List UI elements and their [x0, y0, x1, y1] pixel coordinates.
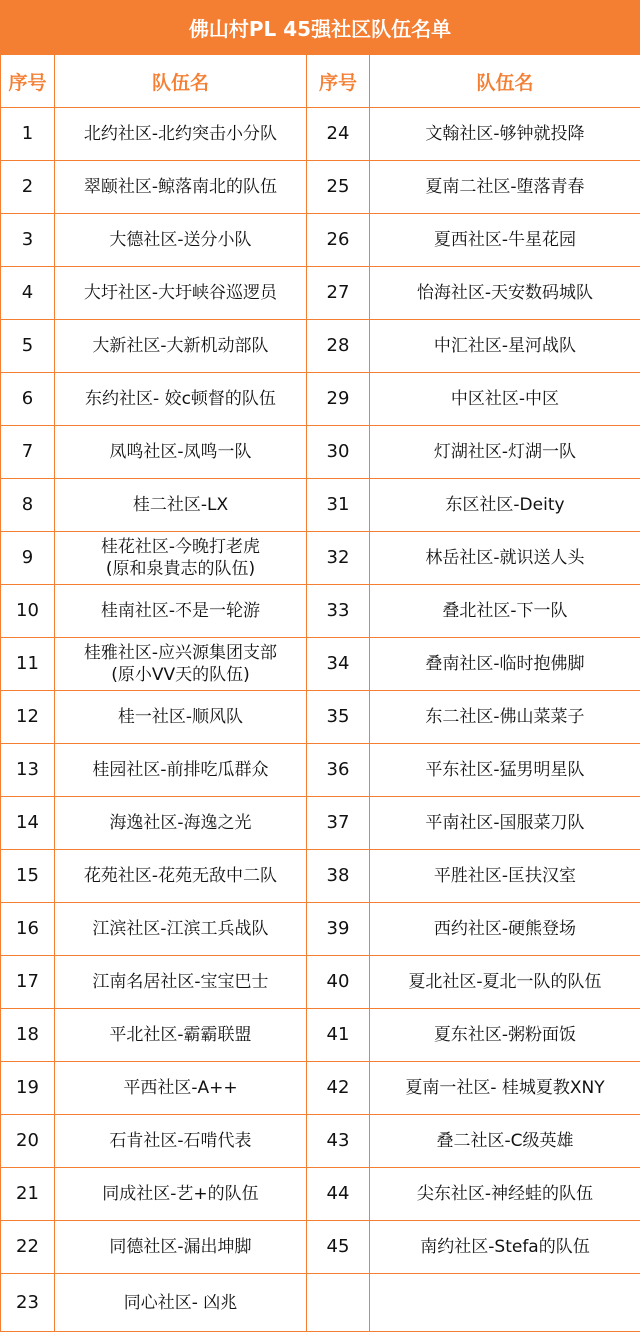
team-name-left	[55, 426, 307, 479]
header-number-left: 序号	[1, 55, 55, 108]
team-name-line: 文翰社区-够钟就投降	[372, 123, 638, 145]
table-row	[1, 850, 640, 903]
team-name-line: (原和泉貴志的队伍)	[57, 558, 304, 580]
team-name-line: 桂一社区-顺风队	[57, 706, 304, 728]
team-name-left	[55, 691, 307, 744]
team-name-left	[55, 267, 307, 320]
team-number-left: 10	[1, 585, 55, 638]
team-number-right: 43	[307, 1115, 370, 1168]
table-row	[1, 267, 640, 320]
team-name-line: 东二社区-佛山菜菜子	[372, 706, 638, 728]
team-name-right	[370, 1115, 640, 1168]
team-table	[0, 54, 640, 1332]
team-name-right	[370, 903, 640, 956]
team-name-left	[55, 956, 307, 1009]
table-row	[1, 638, 640, 691]
table-row	[1, 108, 640, 161]
team-name-line: 桂南社区-不是一轮游	[57, 600, 304, 622]
table-row	[1, 426, 640, 479]
team-name-line: 平北社区-霸霸联盟	[57, 1024, 304, 1046]
team-number-right: 45	[307, 1221, 370, 1274]
team-number-left: 2	[1, 161, 55, 214]
team-number-left: 3	[1, 214, 55, 267]
team-name-right	[370, 161, 640, 214]
table-row	[1, 691, 640, 744]
team-name-left	[55, 108, 307, 161]
team-name-line: 翠颐社区-鲸落南北的队伍	[57, 176, 304, 198]
table-row	[1, 797, 640, 850]
team-name-line: 平胜社区-匡扶汉室	[372, 865, 638, 887]
team-number-right	[307, 1274, 370, 1332]
team-name-right	[370, 638, 640, 691]
team-name-line: 凤鸣社区-凤鸣一队	[57, 441, 304, 463]
team-name-right	[370, 1274, 640, 1332]
team-name-right	[370, 1221, 640, 1274]
team-name-left	[55, 1062, 307, 1115]
team-name-right	[370, 479, 640, 532]
team-number-left: 16	[1, 903, 55, 956]
team-number-left: 5	[1, 320, 55, 373]
page-title: 佛山村PL 45强社区队伍名单	[0, 0, 640, 54]
team-name-line: 同心社区- 凶兆	[57, 1292, 304, 1314]
team-name-left	[55, 903, 307, 956]
team-number-left: 20	[1, 1115, 55, 1168]
team-name-left	[55, 161, 307, 214]
team-number-right: 41	[307, 1009, 370, 1062]
team-name-line: 同德社区-漏出坤脚	[57, 1236, 304, 1258]
team-name-left	[55, 373, 307, 426]
team-name-right	[370, 532, 640, 585]
team-name-left	[55, 797, 307, 850]
team-name-left	[55, 1168, 307, 1221]
table-row	[1, 956, 640, 1009]
team-name-line: 同成社区-艺+的队伍	[57, 1183, 304, 1205]
team-name-line: 大新社区-大新机动部队	[57, 335, 304, 357]
team-number-left: 22	[1, 1221, 55, 1274]
team-number-left: 7	[1, 426, 55, 479]
team-name-line: 花苑社区-花苑无敌中二队	[57, 865, 304, 887]
team-name-line: 桂园社区-前排吃瓜群众	[57, 759, 304, 781]
team-number-left: 21	[1, 1168, 55, 1221]
team-name-line: 夏南一社区- 桂城夏教XNY	[372, 1077, 638, 1099]
team-name-right	[370, 1168, 640, 1221]
team-name-right	[370, 214, 640, 267]
team-name-right	[370, 1009, 640, 1062]
table-row	[1, 585, 640, 638]
table-row	[1, 214, 640, 267]
team-name-line: (原小VV天的队伍)	[57, 664, 304, 686]
team-name-left	[55, 1009, 307, 1062]
table-row	[1, 903, 640, 956]
team-name-left	[55, 320, 307, 373]
team-name-right	[370, 267, 640, 320]
team-name-line: 中区社区-中区	[372, 388, 638, 410]
team-name-left	[55, 214, 307, 267]
team-name-line: 夏东社区-粥粉面饭	[372, 1024, 638, 1046]
team-name-right	[370, 956, 640, 1009]
team-name-right	[370, 373, 640, 426]
team-name-line: 夏西社区-牛星花园	[372, 229, 638, 251]
team-number-right: 34	[307, 638, 370, 691]
team-name-line: 南约社区-Stefa的队伍	[372, 1236, 638, 1258]
team-name-line: 中汇社区-星河战队	[372, 335, 638, 357]
team-name-line: 夏南二社区-堕落青春	[372, 176, 638, 198]
table-row	[1, 1009, 640, 1062]
team-name-left	[55, 638, 307, 691]
header-team-right: 队伍名	[370, 55, 640, 108]
team-name-left	[55, 1115, 307, 1168]
team-number-right: 24	[307, 108, 370, 161]
team-name-line: 叠二社区-C级英雄	[372, 1130, 638, 1152]
team-name-left	[55, 479, 307, 532]
team-name-line: 江南名居社区-宝宝巴士	[57, 971, 304, 993]
team-name-line: 叠北社区-下一队	[372, 600, 638, 622]
table-row	[1, 373, 640, 426]
team-number-right: 26	[307, 214, 370, 267]
team-number-right: 42	[307, 1062, 370, 1115]
team-name-line: 北约社区-北约突击小分队	[57, 123, 304, 145]
team-name-line: 平西社区-A++	[57, 1077, 304, 1099]
team-number-right: 32	[307, 532, 370, 585]
team-number-right: 44	[307, 1168, 370, 1221]
team-name-line: 桂二社区-LX	[57, 494, 304, 516]
team-name-right	[370, 797, 640, 850]
team-name-line: 江滨社区-江滨工兵战队	[57, 918, 304, 940]
table-row	[1, 532, 640, 585]
team-number-left: 11	[1, 638, 55, 691]
team-rows	[1, 108, 640, 1332]
team-name-line: 桂花社区-今晚打老虎	[57, 536, 304, 558]
table-row	[1, 1062, 640, 1115]
team-name-left	[55, 1274, 307, 1332]
team-number-left: 23	[1, 1274, 55, 1332]
team-number-right: 38	[307, 850, 370, 903]
team-name-right	[370, 1062, 640, 1115]
team-name-line: 平东社区-猛男明星队	[372, 759, 638, 781]
team-number-left: 9	[1, 532, 55, 585]
team-name-line: 西约社区-硬熊登场	[372, 918, 638, 940]
team-number-left: 4	[1, 267, 55, 320]
team-name-line: 大德社区-送分小队	[57, 229, 304, 251]
team-name-right	[370, 426, 640, 479]
header-team-left: 队伍名	[55, 55, 307, 108]
team-name-left	[55, 532, 307, 585]
team-number-left: 15	[1, 850, 55, 903]
header-row	[1, 55, 640, 108]
table-row	[1, 320, 640, 373]
table-row	[1, 479, 640, 532]
team-name-right	[370, 744, 640, 797]
team-number-right: 33	[307, 585, 370, 638]
team-number-right: 40	[307, 956, 370, 1009]
team-number-left: 6	[1, 373, 55, 426]
team-name-right	[370, 850, 640, 903]
table-row	[1, 161, 640, 214]
team-name-line: 叠南社区-临时抱佛脚	[372, 653, 638, 675]
table-row	[1, 1115, 640, 1168]
team-name-right	[370, 320, 640, 373]
team-name-line: 尖东社区-神经蛙的队伍	[372, 1183, 638, 1205]
team-number-left: 1	[1, 108, 55, 161]
team-number-right: 36	[307, 744, 370, 797]
team-name-line: 平南社区-国服菜刀队	[372, 812, 638, 834]
team-name-right	[370, 691, 640, 744]
team-number-left: 19	[1, 1062, 55, 1115]
team-number-right: 27	[307, 267, 370, 320]
team-number-left: 12	[1, 691, 55, 744]
team-name-right	[370, 585, 640, 638]
team-name-right	[370, 108, 640, 161]
table-row	[1, 744, 640, 797]
table-row	[1, 1221, 640, 1274]
table-row	[1, 1168, 640, 1221]
team-number-right: 39	[307, 903, 370, 956]
team-number-left: 8	[1, 479, 55, 532]
team-name-line: 石肯社区-石啃代表	[57, 1130, 304, 1152]
header-number-right: 序号	[307, 55, 370, 108]
team-number-right: 28	[307, 320, 370, 373]
team-name-left	[55, 850, 307, 903]
team-name-line: 桂雅社区-应兴源集团支部	[57, 642, 304, 664]
team-name-line: 东区社区-Deity	[372, 494, 638, 516]
team-name-line: 灯湖社区-灯湖一队	[372, 441, 638, 463]
team-number-right: 31	[307, 479, 370, 532]
team-number-right: 25	[307, 161, 370, 214]
team-name-line: 夏北社区-夏北一队的队伍	[372, 971, 638, 993]
team-number-left: 13	[1, 744, 55, 797]
team-name-line: 怡海社区-天安数码城队	[372, 282, 638, 304]
team-number-right: 35	[307, 691, 370, 744]
team-name-left	[55, 585, 307, 638]
team-number-left: 14	[1, 797, 55, 850]
team-name-left	[55, 1221, 307, 1274]
team-number-right: 29	[307, 373, 370, 426]
team-name-line: 东约社区- 姣c顿督的队伍	[57, 388, 304, 410]
team-number-left: 17	[1, 956, 55, 1009]
team-name-line: 大圩社区-大圩峡谷巡逻员	[57, 282, 304, 304]
table-row	[1, 1274, 640, 1332]
team-number-right: 37	[307, 797, 370, 850]
team-name-line: 林岳社区-就识送人头	[372, 547, 638, 569]
team-number-left: 18	[1, 1009, 55, 1062]
team-name-left	[55, 744, 307, 797]
team-number-right: 30	[307, 426, 370, 479]
team-name-line: 海逸社区-海逸之光	[57, 812, 304, 834]
